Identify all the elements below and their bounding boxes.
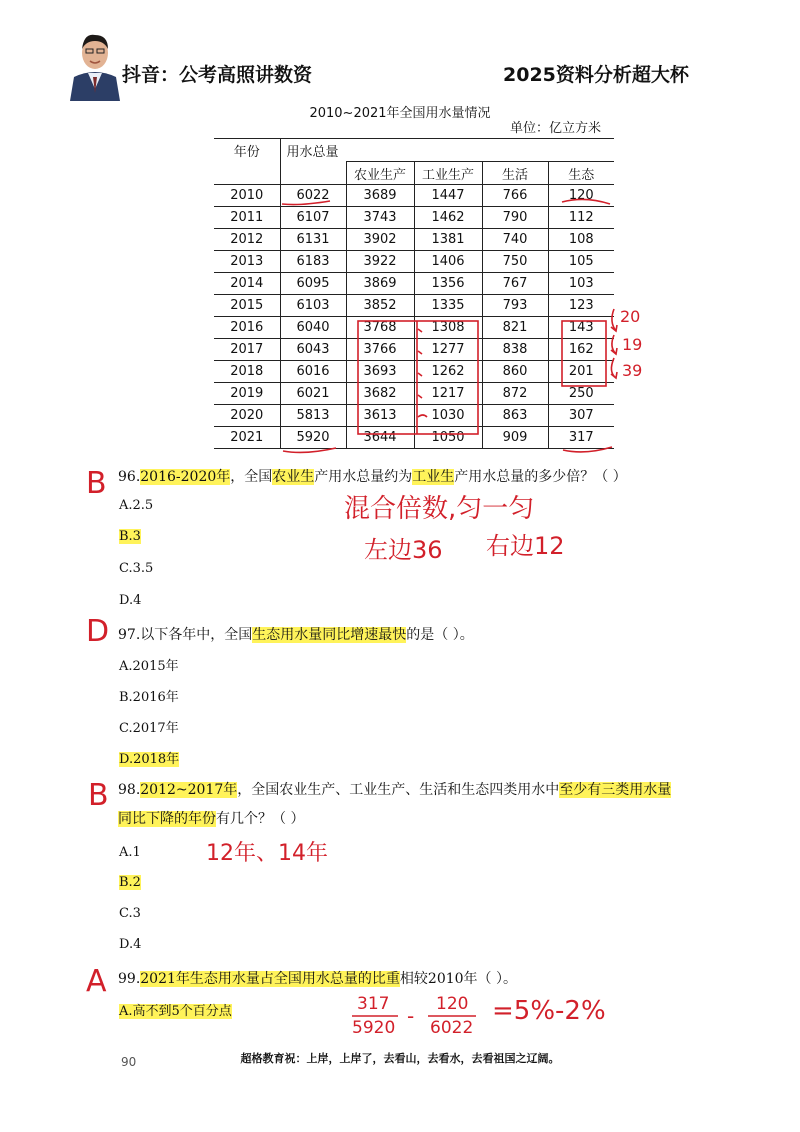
box-eco: [562, 321, 606, 386]
fraction-den-1: 5920: [352, 1018, 396, 1038]
underline-5920: [283, 448, 336, 452]
table-row: 2017 6043 3766 1277 838 162: [214, 339, 614, 361]
table-row: 2014 6095 3869 1356 767 103: [214, 273, 614, 295]
header-total: 用水总量: [280, 139, 614, 162]
fraction-num-1: 317: [357, 994, 390, 1014]
question-96: 96.2016-2020年，全国农业生产用水总量约为工业生产用水总量的多少倍？（ ）: [118, 469, 627, 485]
table-row: 2021 5920 3644 1050 909 317: [214, 427, 614, 449]
result-percent: =5%-2%: [492, 996, 606, 1026]
option-98-c[interactable]: C.3: [119, 906, 141, 921]
fraction-num-2: 120: [436, 994, 469, 1014]
question-98-line2: 同比下降的年份有几个？（ ）: [118, 811, 305, 827]
table-row: 2019 6021 3682 1217 872 250: [214, 383, 614, 405]
option-97-d[interactable]: D.2018年: [119, 752, 180, 767]
table-row: 2010 6022 3689 1447 766 120: [214, 185, 614, 207]
tick-mark: [418, 395, 422, 398]
tick-mark: [418, 351, 422, 354]
note-left-36: 左边36: [364, 536, 443, 564]
note-years: 12年、14年: [206, 841, 328, 866]
option-96-b[interactable]: B.3: [119, 529, 141, 544]
header-agri: 农业生产: [346, 162, 414, 185]
header-eco: 生态: [548, 162, 614, 185]
option-97-a[interactable]: A.2015年: [119, 659, 179, 674]
option-97-b[interactable]: B.2016年: [119, 690, 179, 705]
box-agri-industry: [358, 321, 478, 434]
diff-39: 39: [622, 361, 643, 380]
question-99: 99.2021年生态用水量占全国用水总量的比重相较2010年（ ）。: [118, 971, 517, 987]
page-number: 90: [121, 1055, 137, 1069]
underline-6022: [282, 201, 330, 205]
tick-mark: [418, 415, 427, 417]
channel-brand: 抖音：公考高照讲数资: [122, 64, 313, 86]
minus-sign: -: [407, 1004, 415, 1028]
diff-20: 20: [620, 307, 641, 326]
tick-mark: [418, 329, 422, 332]
diff-19: 19: [622, 335, 643, 354]
header-living: 生活: [482, 162, 548, 185]
option-97-c[interactable]: C.2017年: [119, 721, 179, 736]
question-97: 97.以下各年中，全国生态用水量同比增速最快的是（ ）。: [118, 627, 474, 643]
option-96-c[interactable]: C.3.5: [119, 561, 154, 576]
book-title: 2025资料分析超大杯: [503, 64, 689, 86]
note-mixed-multiple: 混合倍数,匀一匀: [344, 494, 535, 524]
underline-317: [563, 447, 612, 452]
header-industry: 工业生产: [414, 162, 482, 185]
table-row: 2011 6107 3743 1462 790 112: [214, 207, 614, 229]
table-row: 2012 6131 3902 1381 740 108: [214, 229, 614, 251]
answer-mark-96: B: [86, 466, 107, 501]
option-96-d[interactable]: D.4: [119, 593, 142, 608]
answer-mark-98: B: [88, 778, 109, 813]
header-year: 年份: [214, 139, 280, 162]
table-unit: 单位：亿立方米: [510, 121, 602, 136]
option-98-a[interactable]: A.1: [119, 845, 141, 860]
option-98-b[interactable]: B.2: [119, 875, 141, 890]
note-right-12: 右边12: [486, 532, 565, 560]
footer-motto: 超格教育祝：上岸，上岸了，去看山，去看水，去看祖国之辽阔。: [240, 1052, 560, 1065]
underline-120: [562, 199, 610, 204]
table-row: 2015 6103 3852 1335 793 123: [214, 295, 614, 317]
table-title: 2010~2021年全国用水量情况: [309, 106, 491, 121]
option-98-d[interactable]: D.4: [119, 937, 142, 952]
table-row: 2013 6183 3922 1406 750 105: [214, 251, 614, 273]
answer-mark-99: A: [86, 964, 107, 999]
option-96-a[interactable]: A.2.5: [119, 498, 154, 513]
table-row: 2020 5813 3613 1030 863 307: [214, 405, 614, 427]
table-row: 2016 6040 3768 1308 821 143: [214, 317, 614, 339]
table-row: 2018 6016 3693 1262 860 201: [214, 361, 614, 383]
tick-mark: [418, 373, 422, 376]
answer-mark-97: D: [86, 614, 110, 649]
question-98: 98.2012~2017年，全国农业生产、工业生产、生活和生态四类用水中至少有三类用水量: [118, 782, 672, 798]
option-99-a[interactable]: A.高不到5个百分点: [119, 1004, 232, 1019]
fraction-den-2: 6022: [430, 1018, 474, 1038]
